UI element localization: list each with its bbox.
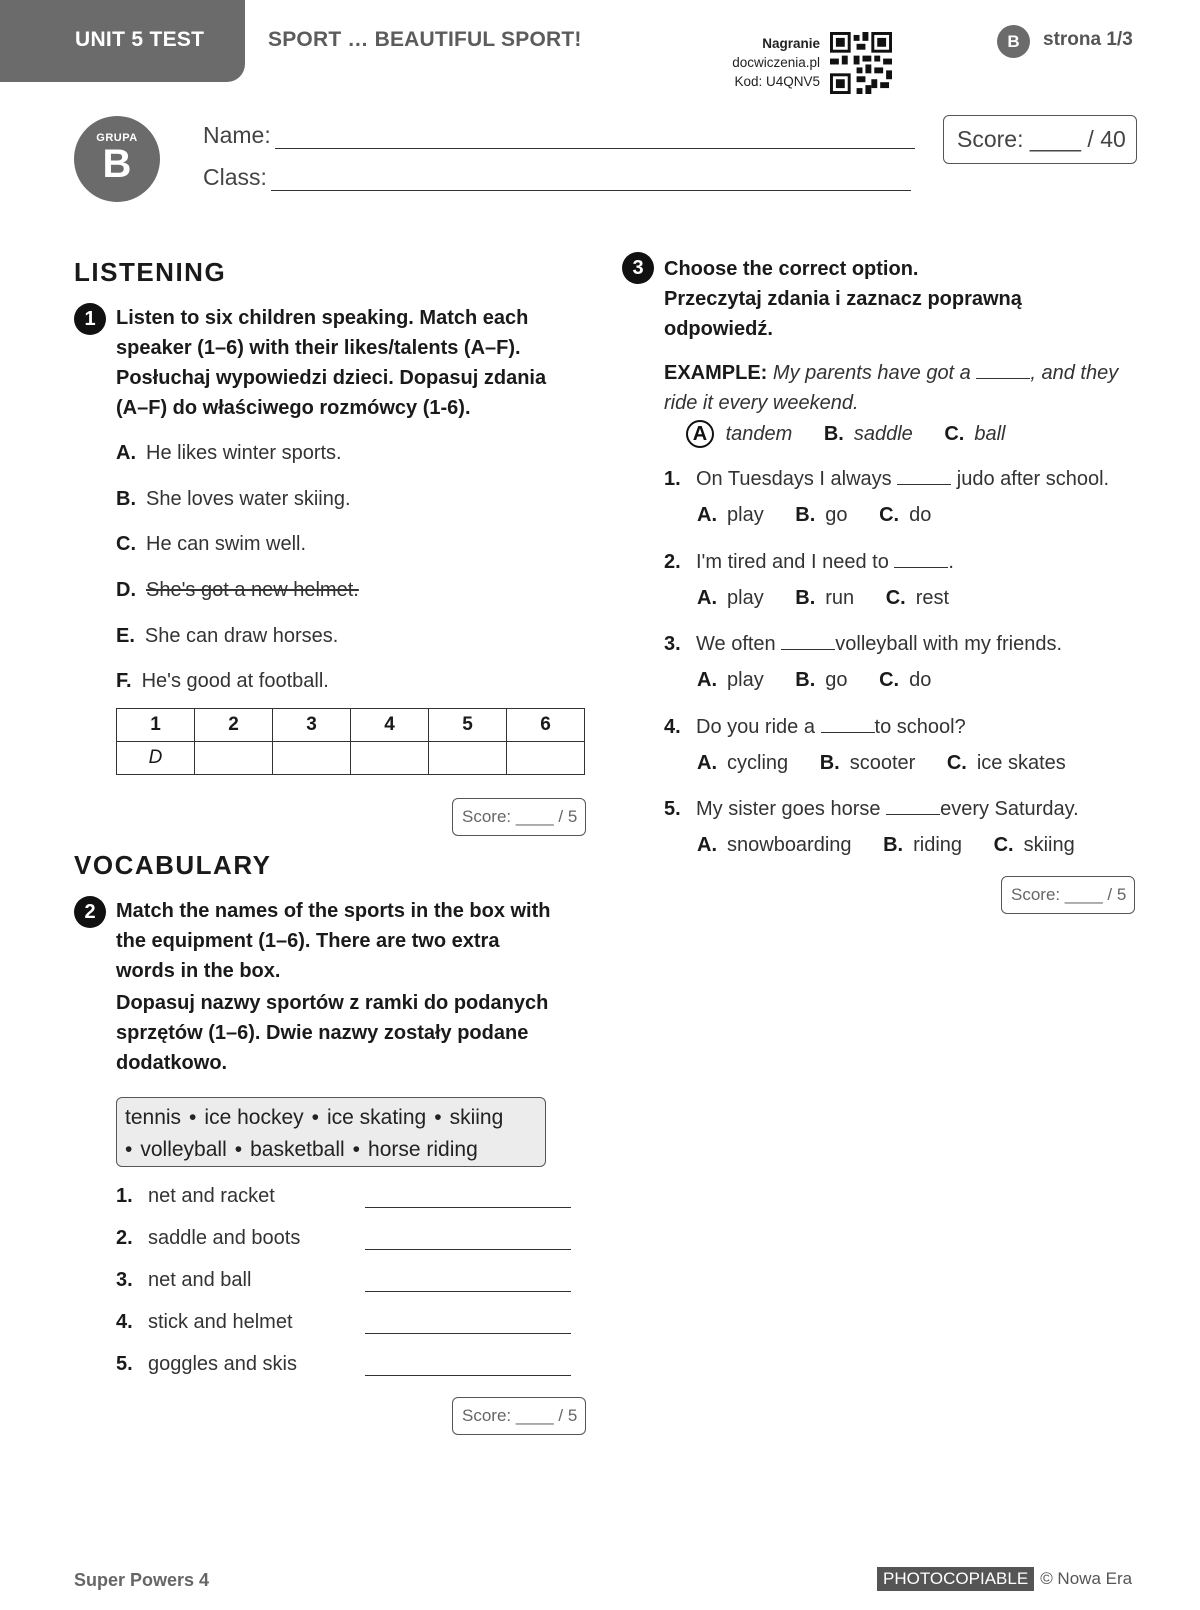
choice-text[interactable]: rest	[915, 587, 950, 609]
option-text: He likes winter sports.	[146, 442, 342, 464]
word-box-line-2: • volleyball • basketball • horse riding	[125, 1138, 478, 1161]
instruction-line: Przeczytaj zdania i zaznacz poprawną	[664, 288, 1022, 310]
question-text: On Tuesdays I always	[696, 468, 892, 490]
option-letter: A.	[116, 442, 136, 464]
option-letter: D.	[116, 579, 136, 601]
instruction-line: (A–F) do właściwego rozmówcy (1-6).	[116, 397, 471, 419]
grammar-score-box: Score: ____ / 5	[1001, 876, 1135, 914]
vocab-item-1	[116, 1185, 275, 1208]
choice-text[interactable]: play	[727, 669, 764, 691]
answer-blank[interactable]	[894, 550, 948, 568]
option-letter: F.	[116, 670, 132, 692]
recording-info	[690, 34, 820, 91]
option-text: He's good at football.	[141, 670, 329, 692]
table-answer-row	[117, 742, 585, 775]
word-item: volleyball	[140, 1138, 227, 1161]
copyright: © Nowa Era	[1040, 1569, 1133, 1588]
word-item: ice hockey	[204, 1106, 304, 1129]
group-circle	[74, 116, 160, 202]
vocab-item-3	[116, 1269, 251, 1292]
question-text: to school?	[874, 716, 966, 738]
table-header-cell: 5	[429, 709, 507, 742]
choice-text[interactable]: scooter	[849, 752, 916, 774]
book-title: Super Powers 4	[74, 1570, 210, 1590]
choice-letter: B.	[823, 423, 844, 445]
total-score-box: Score: ____ / 40	[943, 115, 1137, 164]
item-number: 4.	[116, 1311, 133, 1333]
option-letter: C.	[116, 533, 136, 555]
choice-letter[interactable]: B.	[795, 504, 816, 526]
grammar-question-1	[664, 467, 1109, 491]
choice-text[interactable]: do	[909, 669, 932, 691]
choice-letter[interactable]: C.	[879, 669, 900, 691]
question-number: 5.	[664, 798, 681, 820]
name-input-line[interactable]	[275, 127, 915, 149]
example-choices	[686, 420, 1031, 448]
question-text: I'm tired and I need to	[696, 551, 889, 573]
example-text: , and they	[1030, 362, 1119, 384]
listening-title: LISTENING	[74, 257, 227, 287]
word-item: horse riding	[368, 1138, 478, 1161]
instruction-line: Choose the correct option.	[664, 258, 919, 280]
instruction-line: Listen to six children speaking. Match each	[116, 307, 529, 329]
choice-text[interactable]: go	[825, 669, 848, 691]
listening-option-e	[116, 625, 338, 648]
item-number: 2.	[116, 1227, 133, 1249]
name-field-row	[203, 122, 915, 149]
word-item: skiing	[449, 1106, 504, 1129]
option-text-struck: She's got a new helmet.	[146, 579, 359, 601]
instruction-line: Posłuchaj wypowiedzi dzieci. Dopasuj zdania	[116, 367, 547, 389]
qr-code-icon[interactable]	[830, 32, 892, 94]
grammar-question-2	[664, 550, 954, 574]
exercise-3-number: 3	[622, 252, 654, 284]
class-input-line[interactable]	[271, 169, 911, 191]
example-sentence	[664, 358, 1154, 418]
item-text: goggles and skis	[148, 1353, 297, 1375]
instruction-line: dodatkowo.	[116, 1052, 228, 1074]
listening-score-box: Score: ____ / 5	[452, 798, 586, 836]
grammar-question-4	[664, 715, 966, 739]
instruction-line: Match the names of the sports in the box with	[116, 900, 551, 922]
group-badge: B	[997, 25, 1030, 58]
answer-line[interactable]	[365, 1375, 571, 1376]
footer-right	[877, 1567, 1132, 1591]
question-number: 3.	[664, 633, 681, 655]
vocab-item-5	[116, 1353, 297, 1376]
choice-text[interactable]: do	[909, 504, 932, 526]
table-answer-cell[interactable]	[507, 742, 585, 775]
recording-label: Nagranie	[762, 36, 820, 51]
choice-letter[interactable]: B.	[819, 752, 840, 774]
table-answer-cell[interactable]	[429, 742, 507, 775]
answer-blank[interactable]	[886, 797, 940, 815]
class-field-row	[203, 164, 911, 191]
choice-text[interactable]: ice skates	[976, 752, 1066, 774]
option-text: She can draw horses.	[144, 625, 339, 647]
group-circle-letter: B	[102, 142, 132, 186]
table-answer-cell[interactable]: D	[117, 742, 195, 775]
listening-answer-table	[116, 708, 585, 775]
word-box-line-1: tennis • ice hockey • ice skating • skiing	[125, 1106, 504, 1129]
table-answer-cell[interactable]	[273, 742, 351, 775]
option-text: He can swim well.	[146, 533, 307, 555]
choice-letter[interactable]: A.	[697, 587, 717, 609]
example-text: My parents have got a	[772, 362, 971, 384]
exercise-3-instruction	[664, 254, 1164, 344]
question-text: Do you ride a	[696, 716, 815, 738]
answer-line[interactable]	[365, 1333, 571, 1334]
question-3-choices	[697, 669, 957, 692]
instruction-line: sprzętów (1–6). Dwie nazwy zostały podane	[116, 1022, 529, 1044]
listening-option-c	[116, 533, 306, 556]
grammar-question-5	[664, 797, 1079, 821]
listening-option-b	[116, 488, 351, 511]
question-2-choices	[697, 587, 975, 610]
choice-text: ball	[974, 423, 1006, 445]
recording-code: Kod: U4QNV5	[734, 74, 820, 89]
word-item: tennis	[125, 1106, 182, 1129]
option-letter: B.	[116, 488, 136, 510]
instruction-line: the equipment (1–6). There are two extra	[116, 930, 500, 952]
choice-text[interactable]: skiing	[1023, 834, 1075, 856]
choice-text[interactable]: run	[825, 587, 855, 609]
instruction-line: speaker (1–6) with their likes/talents (A–F).	[116, 337, 521, 359]
grammar-question-3	[664, 632, 1062, 656]
recording-site: docwiczenia.pl	[732, 55, 820, 70]
question-number: 1.	[664, 468, 681, 490]
choice-text[interactable]: play	[727, 504, 764, 526]
item-text: net and racket	[148, 1185, 275, 1207]
item-number: 3.	[116, 1269, 133, 1291]
choice-letter[interactable]: B.	[795, 669, 816, 691]
item-number: 5.	[116, 1353, 133, 1375]
listening-option-a	[116, 442, 342, 465]
answer-blank[interactable]	[781, 632, 835, 650]
choice-letter[interactable]: A.	[697, 669, 717, 691]
choice-letter[interactable]: C.	[993, 834, 1014, 856]
question-5-choices	[697, 834, 1101, 857]
item-text: stick and helmet	[148, 1311, 293, 1333]
choice-text[interactable]: play	[727, 587, 764, 609]
example-blank	[976, 361, 1030, 379]
choice-text[interactable]: snowboarding	[727, 834, 852, 856]
question-4-choices	[697, 752, 1092, 775]
table-header-row	[117, 709, 585, 742]
choice-letter[interactable]: B.	[883, 834, 904, 856]
vocabulary-title: VOCABULARY	[74, 850, 272, 880]
option-text: She loves water skiing.	[146, 488, 351, 510]
table-answer-cell[interactable]	[351, 742, 429, 775]
question-text: judo after school.	[956, 468, 1110, 490]
answer-line[interactable]	[365, 1249, 571, 1250]
item-number: 1.	[116, 1185, 133, 1207]
answer-line[interactable]	[365, 1207, 571, 1208]
example-text: ride it every weekend.	[664, 392, 859, 414]
choice-letter[interactable]: C.	[885, 587, 906, 609]
class-label: Class:	[203, 164, 267, 190]
choice-letter[interactable]: C.	[879, 504, 900, 526]
choice-letter[interactable]: B.	[795, 587, 816, 609]
vocabulary-score-box: Score: ____ / 5	[452, 1397, 586, 1435]
table-header-cell: 1	[117, 709, 195, 742]
listening-option-f	[116, 670, 329, 693]
exercise-1-number: 1	[74, 303, 106, 335]
question-number: 4.	[664, 716, 681, 738]
instruction-line: Dopasuj nazwy sportów z ramki do podanych	[116, 992, 549, 1014]
question-1-choices	[697, 504, 957, 527]
vocab-item-4	[116, 1311, 293, 1334]
option-letter: E.	[116, 625, 135, 647]
choice-text: saddle	[853, 423, 913, 445]
answer-blank[interactable]	[821, 715, 875, 733]
choice-text[interactable]: riding	[913, 834, 963, 856]
choice-text[interactable]: go	[825, 504, 848, 526]
answer-line[interactable]	[365, 1291, 571, 1292]
word-box	[116, 1097, 546, 1167]
table-header-cell: 3	[273, 709, 351, 742]
name-label: Name:	[203, 122, 271, 148]
question-text: My sister goes horse	[696, 798, 881, 820]
choice-text: tandem	[725, 423, 793, 445]
page-label: strona 1/3	[1043, 29, 1133, 50]
choice-letter: C.	[944, 423, 965, 445]
vocab-item-2	[116, 1227, 300, 1250]
unit-title: SPORT … BEAUTIFUL SPORT!	[268, 28, 582, 51]
exercise-1-instruction	[116, 303, 586, 423]
exercise-2-instruction	[116, 896, 596, 1078]
instruction-line: words in the box.	[116, 960, 281, 982]
choice-text[interactable]: cycling	[727, 752, 789, 774]
question-text: every Saturday.	[940, 798, 1079, 820]
choice-letter[interactable]: A.	[697, 752, 717, 774]
unit-tab	[0, 0, 245, 82]
choice-letter[interactable]: C.	[946, 752, 967, 774]
table-answer-cell[interactable]	[195, 742, 273, 775]
choice-letter[interactable]: A.	[697, 834, 717, 856]
answer-blank[interactable]	[897, 467, 951, 485]
table-header-cell: 6	[507, 709, 585, 742]
listening-option-d	[116, 579, 359, 602]
circled-answer: A	[686, 420, 714, 448]
photocopiable-badge: PHOTOCOPIABLE	[877, 1567, 1034, 1591]
table-header-cell: 4	[351, 709, 429, 742]
question-text: .	[948, 551, 954, 573]
word-item: ice skating	[326, 1106, 427, 1129]
item-text: saddle and boots	[148, 1227, 301, 1249]
instruction-line: odpowiedź.	[664, 318, 773, 340]
word-item: basketball	[250, 1138, 345, 1161]
table-header-cell: 2	[195, 709, 273, 742]
choice-letter[interactable]: A.	[697, 504, 717, 526]
example-label: EXAMPLE:	[664, 362, 768, 384]
question-text: We often	[696, 633, 776, 655]
exercise-2-number: 2	[74, 896, 106, 928]
item-text: net and ball	[148, 1269, 252, 1291]
unit-label: UNIT 5 TEST	[75, 28, 205, 51]
group-circle-label: GRUPA	[96, 132, 138, 144]
question-text: volleyball with my friends.	[835, 633, 1062, 655]
question-number: 2.	[664, 551, 681, 573]
